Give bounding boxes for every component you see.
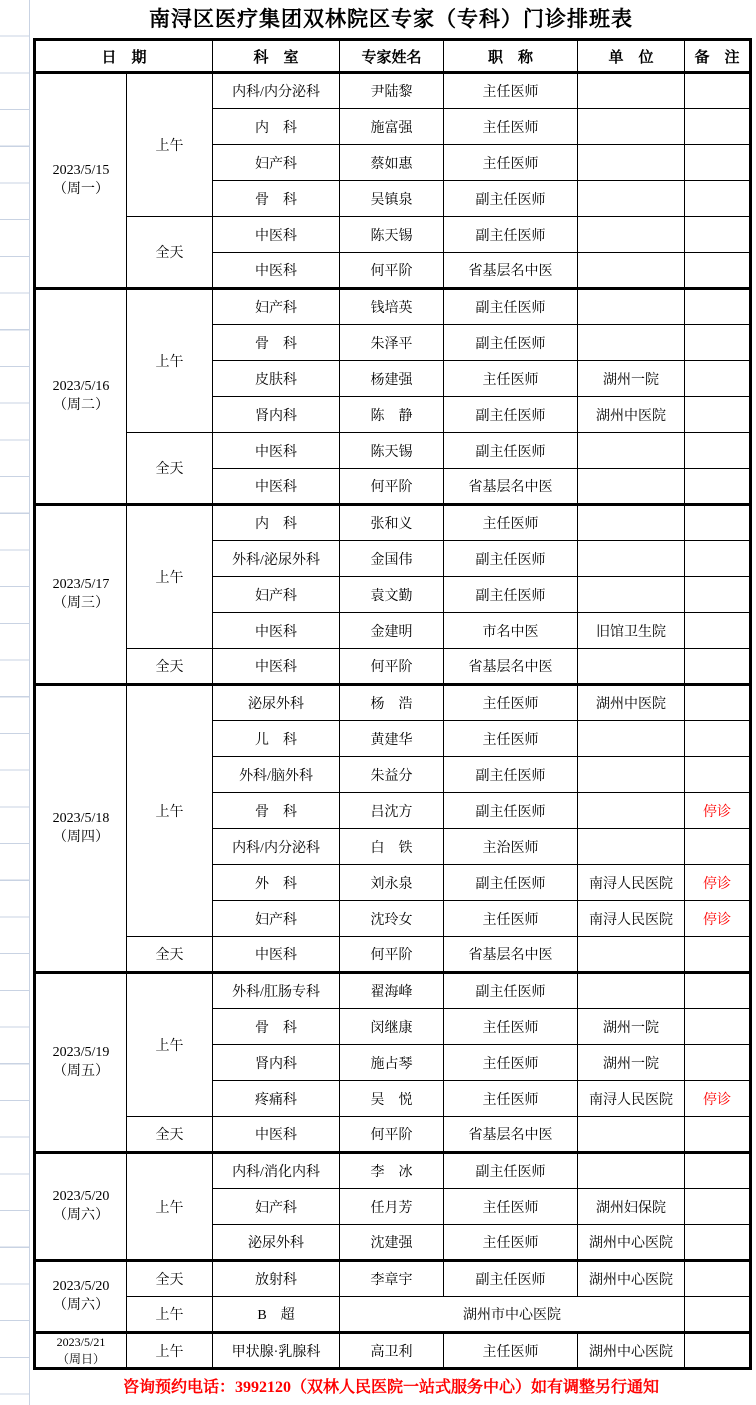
- session-cell: 上午: [127, 505, 213, 649]
- remark-cell: [685, 361, 751, 397]
- doctor-title-cell: 副主任医师: [444, 397, 578, 433]
- date-cell: [35, 1261, 127, 1333]
- doctor-name-cell: 张和义: [340, 505, 444, 541]
- doctor-title-cell: 副主任医师: [444, 217, 578, 253]
- date-line: 2023/5/15: [52, 162, 110, 178]
- dept-cell: 儿 科: [213, 721, 340, 757]
- remark-cell: [685, 613, 751, 649]
- remark-cell: [685, 829, 751, 865]
- date-line: 2023/5/17: [52, 576, 110, 592]
- doctor-name-cell: 朱泽平: [340, 325, 444, 361]
- doctor-title-cell: 省基层名中医: [444, 937, 578, 973]
- unit-cell: [578, 649, 685, 685]
- weekday-line: （周六）: [53, 1297, 109, 1313]
- doctor-name-cell: 钱培英: [340, 289, 444, 325]
- schedule-table: [33, 38, 752, 1370]
- doctor-title-cell: 副主任医师: [444, 1153, 578, 1189]
- session-cell: 全天: [127, 217, 213, 289]
- remark-cell: 停诊: [685, 901, 751, 937]
- doctor-title-cell: 副主任医师: [444, 1261, 578, 1297]
- remark-cell: [685, 1117, 751, 1153]
- doctor-title-cell: 主任医师: [444, 109, 578, 145]
- dept-cell: 内科/内分泌科: [213, 73, 340, 109]
- remark-cell: [685, 1333, 751, 1369]
- session-cell: 全天: [127, 649, 213, 685]
- unit-cell: [578, 109, 685, 145]
- doctor-name-cell: 施占琴: [340, 1045, 444, 1081]
- schedule-row: [35, 973, 751, 1009]
- unit-cell: 湖州妇保院: [578, 1189, 685, 1225]
- doctor-title-cell: 主治医师: [444, 829, 578, 865]
- schedule-row: [35, 1333, 751, 1369]
- dept-cell: 中医科: [213, 937, 340, 973]
- doctor-name-cell: 何平阶: [340, 649, 444, 685]
- unit-cell: [578, 541, 685, 577]
- doctor-title-cell: 主任医师: [444, 685, 578, 721]
- doctor-title-cell: 副主任医师: [444, 433, 578, 469]
- session-cell: 全天: [127, 937, 213, 973]
- doctor-title-cell: 主任医师: [444, 1333, 578, 1369]
- doctor-title-cell: 主任医师: [444, 901, 578, 937]
- doctor-title-cell: 主任医师: [444, 361, 578, 397]
- doctor-name-cell: 朱益分: [340, 757, 444, 793]
- doctor-name-cell: 白 铁: [340, 829, 444, 865]
- doctor-name-cell: 陈天锡: [340, 433, 444, 469]
- weekday-line: （周五）: [53, 1063, 109, 1079]
- schedule-row: [35, 505, 751, 541]
- date-line: 2023/5/20: [52, 1188, 110, 1204]
- remark-cell: [685, 757, 751, 793]
- doctor-name-cell: 吴镇泉: [340, 181, 444, 217]
- unit-cell: 湖州中心医院: [578, 1333, 685, 1369]
- unit-cell: 南浔人民医院: [578, 865, 685, 901]
- doctor-title-cell: 主任医师: [444, 145, 578, 181]
- schedule-row: [35, 685, 751, 721]
- doctor-title-cell: 主任医师: [444, 73, 578, 109]
- remark-cell: [685, 181, 751, 217]
- doctor-title-cell: 副主任医师: [444, 865, 578, 901]
- dept-cell: 肾内科: [213, 397, 340, 433]
- doctor-name-cell: 刘永泉: [340, 865, 444, 901]
- dept-cell: 中医科: [213, 217, 340, 253]
- remark-cell: [685, 577, 751, 613]
- doctor-title-cell: 主任医师: [444, 1225, 578, 1261]
- session-cell: 全天: [127, 1261, 213, 1297]
- remark-cell: [685, 721, 751, 757]
- dept-cell: 疼痛科: [213, 1081, 340, 1117]
- unit-cell: [578, 181, 685, 217]
- dept-cell: 妇产科: [213, 145, 340, 181]
- remark-cell: [685, 505, 751, 541]
- doctor-name-cell: 黄建华: [340, 721, 444, 757]
- unit-cell: [578, 505, 685, 541]
- page-title: 南浔区医疗集团双林院区专家（专科）门诊排班表: [149, 7, 633, 31]
- unit-cell: 湖州中心医院: [578, 1225, 685, 1261]
- doctor-name-cell: 金建明: [340, 613, 444, 649]
- row-header-gutter: [0, 0, 30, 1405]
- doctor-name-cell: 陈天锡: [340, 217, 444, 253]
- doctor-name-cell: 李 冰: [340, 1153, 444, 1189]
- doctor-title-cell: 主任医师: [444, 1045, 578, 1081]
- date-line: 2023/5/19: [52, 1044, 110, 1060]
- dept-cell: 骨 科: [213, 325, 340, 361]
- unit-cell: [578, 325, 685, 361]
- remark-cell: [685, 469, 751, 505]
- unit-cell: [578, 1153, 685, 1189]
- footer-note: 咨询预约电话：3992120（双林人民医院一站式服务中心）如有调整另行通知: [122, 1379, 659, 1396]
- date-line: 2023/5/16: [52, 378, 110, 394]
- unit-cell: 旧馆卫生院: [578, 613, 685, 649]
- doctor-title-cell: 副主任医师: [444, 289, 578, 325]
- remark-cell: [685, 541, 751, 577]
- date-cell: [35, 73, 127, 289]
- doctor-title-cell: 副主任医师: [444, 973, 578, 1009]
- dept-cell: 中医科: [213, 1117, 340, 1153]
- doctor-title-cell: 副主任医师: [444, 325, 578, 361]
- dept-cell: 中医科: [213, 469, 340, 505]
- doctor-name-cell: 高卫利: [340, 1333, 444, 1369]
- remark-cell: [685, 325, 751, 361]
- schedule-row: [35, 73, 751, 109]
- doctor-title-cell: 主任医师: [444, 721, 578, 757]
- dept-cell: 内科/消化内科: [213, 1153, 340, 1189]
- doctor-title-cell: 省基层名中医: [444, 649, 578, 685]
- dept-cell: B 超: [213, 1297, 340, 1333]
- unit-cell: [578, 145, 685, 181]
- doctor-name-cell: 吴 悦: [340, 1081, 444, 1117]
- date-cell: [35, 1333, 127, 1369]
- unit-cell: [578, 829, 685, 865]
- remark-cell: [685, 253, 751, 289]
- doctor-title-cell: 副主任医师: [444, 577, 578, 613]
- unit-cell: [578, 253, 685, 289]
- dept-cell: 骨 科: [213, 1009, 340, 1045]
- col-header-name: 专家姓名: [340, 40, 444, 73]
- doctor-title-cell: 副主任医师: [444, 757, 578, 793]
- remark-cell: [685, 217, 751, 253]
- doctor-name-cell: 施富强: [340, 109, 444, 145]
- dept-cell: 中医科: [213, 253, 340, 289]
- remark-cell: [685, 1153, 751, 1189]
- doctor-name-cell: 杨 浩: [340, 685, 444, 721]
- remark-cell: [685, 1225, 751, 1261]
- unit-cell: [578, 721, 685, 757]
- unit-cell: 湖州中医院: [578, 685, 685, 721]
- doctor-name-cell: 杨建强: [340, 361, 444, 397]
- session-cell: 上午: [127, 73, 213, 217]
- doctor-name-cell: 蔡如惠: [340, 145, 444, 181]
- unit-cell: 湖州一院: [578, 1045, 685, 1081]
- remark-cell: [685, 1297, 751, 1333]
- session-cell: 上午: [127, 1153, 213, 1261]
- unit-cell: [578, 577, 685, 613]
- date-cell: [35, 1153, 127, 1261]
- weekday-line: （周四）: [53, 829, 109, 845]
- doctor-name-cell: 尹陆黎: [340, 73, 444, 109]
- doctor-name-cell: 何平阶: [340, 1117, 444, 1153]
- dept-cell: 妇产科: [213, 577, 340, 613]
- doctor-title-cell: 省基层名中医: [444, 469, 578, 505]
- doctor-title-cell: 主任医师: [444, 1009, 578, 1045]
- dept-cell: 放射科: [213, 1261, 340, 1297]
- doctor-title-cell: 主任医师: [444, 1189, 578, 1225]
- doctor-name-cell: 沈建强: [340, 1225, 444, 1261]
- session-cell: 上午: [127, 973, 213, 1117]
- remark-cell: [685, 109, 751, 145]
- col-header-date: 日 期: [35, 40, 213, 73]
- unit-cell: 湖州一院: [578, 1009, 685, 1045]
- col-header-note: 备 注: [685, 40, 751, 73]
- schedule-row: [35, 1261, 751, 1297]
- dept-cell: 骨 科: [213, 181, 340, 217]
- schedule-row: [35, 433, 751, 469]
- weekday-line: （周一）: [53, 181, 109, 197]
- weekday-line: （周三）: [53, 595, 109, 611]
- session-cell: 上午: [127, 289, 213, 433]
- session-cell: 全天: [127, 433, 213, 505]
- unit-cell: [578, 469, 685, 505]
- date-cell: [35, 289, 127, 505]
- col-header-title: 职 称: [444, 40, 578, 73]
- unit-cell: [578, 937, 685, 973]
- doctor-title-cell: 主任医师: [444, 1081, 578, 1117]
- remark-cell: 停诊: [685, 793, 751, 829]
- date-line: 2023/5/18: [52, 810, 110, 826]
- remark-cell: 停诊: [685, 865, 751, 901]
- schedule-row: [35, 1297, 751, 1333]
- dept-cell: 内科/内分泌科: [213, 829, 340, 865]
- doctor-title-cell: 市名中医: [444, 613, 578, 649]
- doctor-name-cell: 何平阶: [340, 469, 444, 505]
- doctor-name-cell: 吕沈方: [340, 793, 444, 829]
- dept-cell: 肾内科: [213, 1045, 340, 1081]
- schedule-row: [35, 937, 751, 973]
- date-line: 2023/5/20: [52, 1278, 110, 1294]
- remark-cell: [685, 937, 751, 973]
- dept-cell: 外科/肛肠专科: [213, 973, 340, 1009]
- remark-cell: [685, 1261, 751, 1297]
- schedule-row: [35, 1117, 751, 1153]
- dept-cell: 泌尿外科: [213, 685, 340, 721]
- schedule-row: [35, 1153, 751, 1189]
- doctor-title-cell: 副主任医师: [444, 793, 578, 829]
- doctor-name-cell: 沈玲女: [340, 901, 444, 937]
- date-cell: [35, 685, 127, 973]
- unit-cell: [578, 973, 685, 1009]
- schedule-row: [35, 649, 751, 685]
- dept-cell: 中医科: [213, 433, 340, 469]
- doctor-name-cell: 何平阶: [340, 937, 444, 973]
- header-row: [35, 40, 751, 73]
- remark-cell: [685, 1045, 751, 1081]
- unit-cell: 湖州中心医院: [578, 1261, 685, 1297]
- remark-cell: 停诊: [685, 1081, 751, 1117]
- doctor-name-cell: 翟海峰: [340, 973, 444, 1009]
- dept-cell: 泌尿外科: [213, 1225, 340, 1261]
- dept-cell: 内 科: [213, 505, 340, 541]
- session-cell: 上午: [127, 1333, 213, 1369]
- session-cell: 上午: [127, 685, 213, 937]
- doctor-title-cell: 副主任医师: [444, 181, 578, 217]
- remark-cell: [685, 1189, 751, 1225]
- schedule-row: [35, 289, 751, 325]
- dept-cell: 骨 科: [213, 793, 340, 829]
- dept-cell: 外 科: [213, 865, 340, 901]
- doctor-name-cell: 闵继康: [340, 1009, 444, 1045]
- remark-cell: [685, 73, 751, 109]
- col-header-unit: 单 位: [578, 40, 685, 73]
- remark-cell: [685, 145, 751, 181]
- date-line: 2023/5/21: [56, 1335, 106, 1350]
- weekday-line: （周日）: [56, 1351, 105, 1366]
- date-cell: [35, 505, 127, 685]
- remark-cell: [685, 397, 751, 433]
- doctor-name-cell: 任月芳: [340, 1189, 444, 1225]
- unit-cell: 湖州一院: [578, 361, 685, 397]
- dept-cell: 妇产科: [213, 289, 340, 325]
- remark-cell: [685, 973, 751, 1009]
- unit-cell: [578, 1117, 685, 1153]
- unit-cell: [578, 757, 685, 793]
- dept-cell: 外科/泌尿外科: [213, 541, 340, 577]
- remark-cell: [685, 685, 751, 721]
- unit-cell: 南浔人民医院: [578, 1081, 685, 1117]
- unit-cell: 南浔人民医院: [578, 901, 685, 937]
- dept-cell: 甲状腺·乳腺科: [213, 1333, 340, 1369]
- session-cell: 全天: [127, 1117, 213, 1153]
- doctor-name-cell: 李章宇: [340, 1261, 444, 1297]
- remark-cell: [685, 1009, 751, 1045]
- dept-cell: 外科/脑外科: [213, 757, 340, 793]
- remark-cell: [685, 433, 751, 469]
- weekday-line: （周二）: [53, 397, 109, 413]
- doctor-title-cell: 副主任医师: [444, 541, 578, 577]
- unit-cell: 湖州中医院: [578, 397, 685, 433]
- date-cell: [35, 973, 127, 1153]
- weekday-line: （周六）: [53, 1207, 109, 1223]
- doctor-title-cell: 主任医师: [444, 505, 578, 541]
- unit-cell: [578, 73, 685, 109]
- unit-cell: [578, 217, 685, 253]
- schedule-row: [35, 217, 751, 253]
- dept-cell: 皮肤科: [213, 361, 340, 397]
- doctor-title-cell: 省基层名中医: [444, 253, 578, 289]
- unit-cell: [578, 289, 685, 325]
- remark-cell: [685, 289, 751, 325]
- dept-cell: 内 科: [213, 109, 340, 145]
- dept-cell: 妇产科: [213, 1189, 340, 1225]
- doctor-name-cell: 袁文勤: [340, 577, 444, 613]
- dept-cell: 妇产科: [213, 901, 340, 937]
- merged-hospital-cell: 湖州市中心医院: [340, 1297, 685, 1333]
- col-header-dept: 科 室: [213, 40, 340, 73]
- doctor-name-cell: 何平阶: [340, 253, 444, 289]
- remark-cell: [685, 649, 751, 685]
- doctor-name-cell: 金国伟: [340, 541, 444, 577]
- dept-cell: 中医科: [213, 613, 340, 649]
- unit-cell: [578, 793, 685, 829]
- unit-cell: [578, 433, 685, 469]
- doctor-title-cell: 省基层名中医: [444, 1117, 578, 1153]
- dept-cell: 中医科: [213, 649, 340, 685]
- doctor-name-cell: 陈 静: [340, 397, 444, 433]
- session-cell: 上午: [127, 1297, 213, 1333]
